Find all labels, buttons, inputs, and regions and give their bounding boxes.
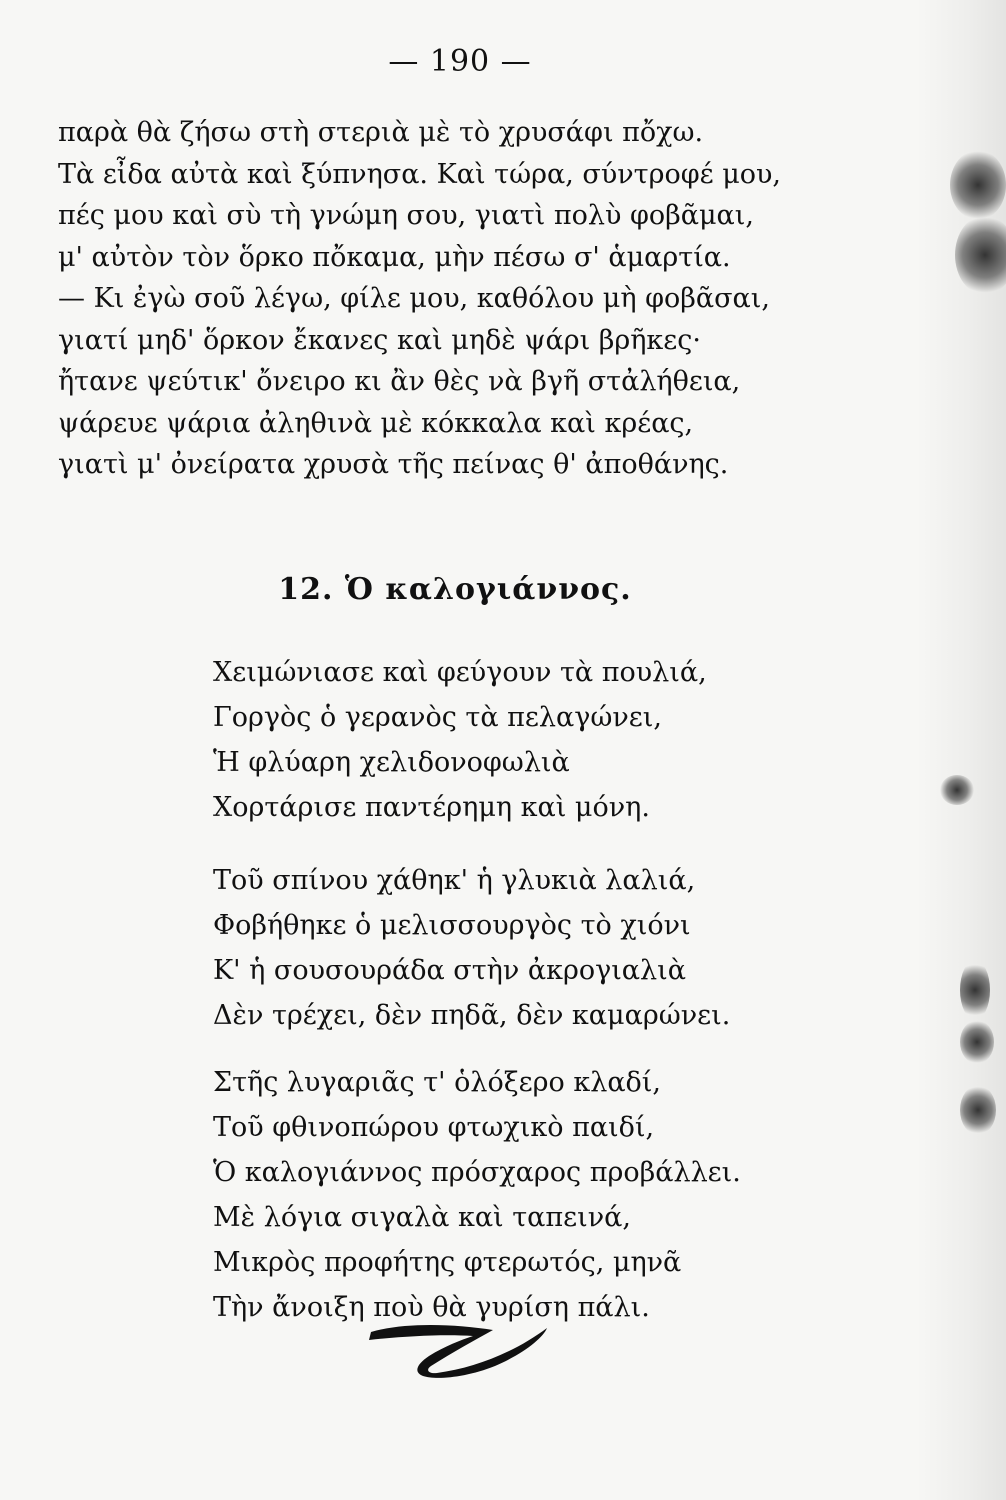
poem-line: Τοῦ σπίνου χάθηκ' ἡ γλυκιὰ λαλιά, [213,865,696,896]
poem-line: Χειμώνιασε καὶ φεύγουν τὰ πουλιά, [213,657,707,688]
poem-line: Μὲ λόγια σιγαλὰ καὶ ταπεινά, [213,1202,631,1233]
poem-line: Γοργὸς ὁ γερανὸς τὰ πελαγώνει, [213,702,662,733]
poem-stanza [213,858,813,1038]
prose-line: γιατὶ μ' ὀνείρατα χρυσὰ τῆς πείνας θ' ἀποθάνης. [58,449,729,480]
ink-blot [960,1085,996,1135]
prose-line: ἤτανε ψεύτικ' ὄνειρο κι ἂν θὲς νὰ βγῆ στἀλήθεια, [58,366,741,397]
prose-line: μ' αὐτὸν τὸν ὅρκο πὄκαμα, μὴν πέσω σ' ἁμαρτία. [58,241,731,273]
prose-line: γιατί μηδ' ὅρκον ἔκανες καὶ μηδὲ ψάρι βρῆκες· [58,324,702,356]
poem-line: Τὴν ἄνοιξη ποὺ θὰ γυρίση πάλι. [213,1292,650,1323]
poem-line: Κ' ἡ σουσουράδα στὴν ἀκρογιαλιὰ [213,955,686,986]
poem-line: Δὲν τρέχει, δὲν πηδᾶ, δὲν καμαρώνει. [213,1000,731,1031]
prose-line: Τὰ εἶδα αὐτὰ καὶ ξύπνησα. Καὶ τώρα, σύντροφέ μου, [58,158,781,190]
poem-line: Ἡ φλύαρη χελιδονοφωλιὰ [213,747,570,778]
ink-blot [960,1020,994,1064]
ink-blot [955,215,1006,295]
page-number: — 190 — [388,44,532,79]
poem-line: Φοβήθηκε ὁ μελισσουργὸς τὸ χιόνι [213,910,691,941]
poem-stanza [213,1060,813,1330]
ink-blot [940,775,974,805]
tailpiece-ornament [365,1318,550,1380]
poem-line: Τοῦ φθινοπώρου φτωχικὸ παιδί, [213,1112,655,1143]
prose-line: ψάρευε ψάρια ἀληθινὰ μὲ κόκκαλα καὶ κρέας, [58,407,694,439]
prose-line: — Κι ἐγὼ σοῦ λέγω, φίλε μου, καθόλου μὴ φοβᾶσαι, [58,283,770,314]
prose-passage [58,112,838,486]
prose-line: πές μου καὶ σὺ τὴ γνώμη σου, γιατὶ πολὺ φοβᾶμαι, [58,200,754,231]
ink-blot [960,960,990,1020]
poem-line: Ὁ καλογιάννος πρόσχαρος προβάλλει. [213,1157,741,1188]
poem-stanza [213,650,813,830]
poem-line: Χορτάρισε παντέρημη καὶ μόνη. [213,792,650,823]
prose-line: παρὰ θὰ ζήσω στὴ στεριὰ μὲ τὸ χρυσάφι πὄχω. [58,117,704,148]
poem-title: 12. Ὁ καλογιάννος. [278,572,632,607]
poem-line: Μικρὸς προφήτης φτερωτός, μηνᾶ [213,1247,682,1278]
poem-line: Στῆς λυγαριᾶς τ' ὁλόξερο κλαδί, [213,1067,661,1098]
ink-blot [950,150,1006,220]
